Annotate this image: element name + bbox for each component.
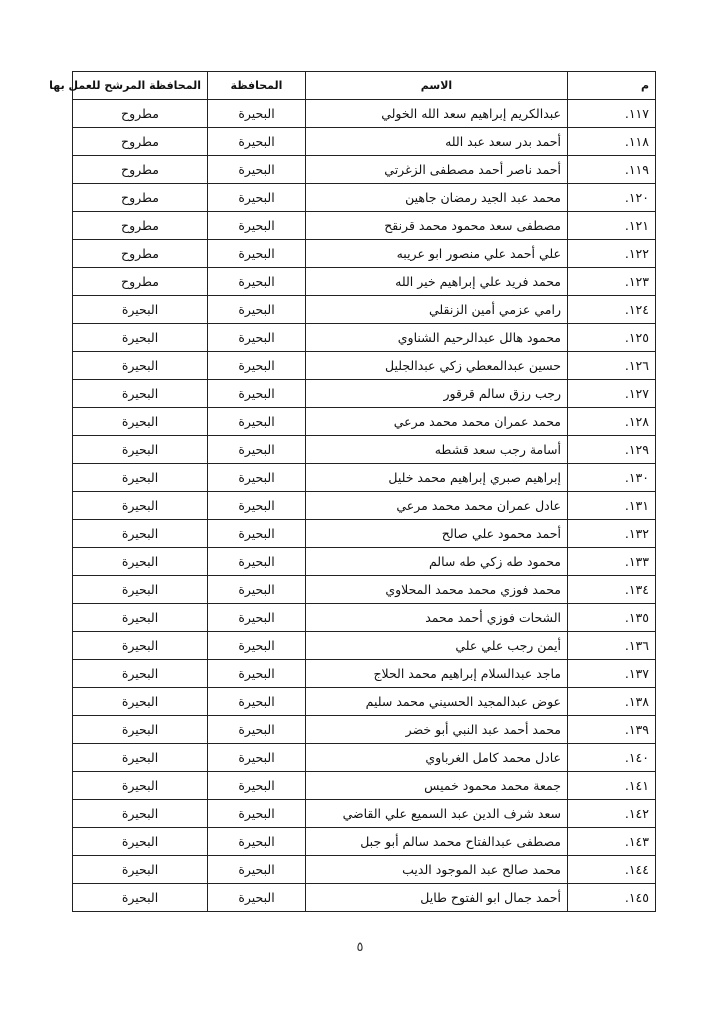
table-row bbox=[73, 688, 656, 716]
row-governorate: البحيرة bbox=[208, 212, 306, 240]
row-name: جمعة محمد محمود خميس bbox=[306, 772, 568, 800]
row-governorate: البحيرة bbox=[208, 128, 306, 156]
row-number: ١٣١. bbox=[568, 492, 656, 520]
row-nominated-governorate: البحيرة bbox=[73, 772, 208, 800]
table-row bbox=[73, 772, 656, 800]
row-governorate: البحيرة bbox=[208, 296, 306, 324]
row-number: ١٤٠. bbox=[568, 744, 656, 772]
row-nominated-governorate: مطروح bbox=[73, 156, 208, 184]
row-name: ماجد عبدالسلام إبراهيم محمد الحلاج bbox=[306, 660, 568, 688]
row-governorate: البحيرة bbox=[208, 716, 306, 744]
row-nominated-governorate: مطروح bbox=[73, 212, 208, 240]
row-number: ١٣٥. bbox=[568, 604, 656, 632]
table-row bbox=[73, 240, 656, 268]
row-governorate: البحيرة bbox=[208, 156, 306, 184]
row-governorate: البحيرة bbox=[208, 436, 306, 464]
row-nominated-governorate: البحيرة bbox=[73, 380, 208, 408]
row-number: ١٢٦. bbox=[568, 352, 656, 380]
table-row bbox=[73, 632, 656, 660]
row-name: أحمد ناصر أحمد مصطفى الزغرتي bbox=[306, 156, 568, 184]
table-row bbox=[73, 800, 656, 828]
row-nominated-governorate: مطروح bbox=[73, 184, 208, 212]
row-nominated-governorate: البحيرة bbox=[73, 632, 208, 660]
row-number: ١١٩. bbox=[568, 156, 656, 184]
row-governorate: البحيرة bbox=[208, 408, 306, 436]
row-nominated-governorate: البحيرة bbox=[73, 548, 208, 576]
row-name: أحمد جمال ابو الفتوح طايل bbox=[306, 884, 568, 912]
table-row bbox=[73, 548, 656, 576]
row-name: محمد فوزي محمد محمد المحلاوي bbox=[306, 576, 568, 604]
row-number: ١٤٥. bbox=[568, 884, 656, 912]
row-name: مصطفى سعد محمود محمد قرنقح bbox=[306, 212, 568, 240]
row-governorate: البحيرة bbox=[208, 100, 306, 128]
row-number: ١٤٤. bbox=[568, 856, 656, 884]
row-nominated-governorate: مطروح bbox=[73, 268, 208, 296]
row-nominated-governorate: البحيرة bbox=[73, 884, 208, 912]
table-row bbox=[73, 128, 656, 156]
header-governorate: المحافظة bbox=[208, 72, 306, 100]
table-row bbox=[73, 520, 656, 548]
table-row bbox=[73, 212, 656, 240]
row-governorate: البحيرة bbox=[208, 352, 306, 380]
table-row bbox=[73, 856, 656, 884]
row-governorate: البحيرة bbox=[208, 520, 306, 548]
row-number: ١٢٢. bbox=[568, 240, 656, 268]
table-row bbox=[73, 436, 656, 464]
row-number: ١٣٩. bbox=[568, 716, 656, 744]
row-number: ١٣٠. bbox=[568, 464, 656, 492]
table-row bbox=[73, 828, 656, 856]
row-number: ١٣٢. bbox=[568, 520, 656, 548]
row-name: سعد شرف الدين عبد السميع علي القاضي bbox=[306, 800, 568, 828]
row-nominated-governorate: البحيرة bbox=[73, 464, 208, 492]
row-name: الشحات فوزي أحمد محمد bbox=[306, 604, 568, 632]
row-governorate: البحيرة bbox=[208, 660, 306, 688]
row-number: ١٢١. bbox=[568, 212, 656, 240]
row-nominated-governorate: البحيرة bbox=[73, 604, 208, 632]
row-governorate: البحيرة bbox=[208, 240, 306, 268]
row-nominated-governorate: البحيرة bbox=[73, 576, 208, 604]
row-number: ١٢٩. bbox=[568, 436, 656, 464]
row-number: ١٢٤. bbox=[568, 296, 656, 324]
row-name: عوض عبدالمجيد الحسيني محمد سليم bbox=[306, 688, 568, 716]
header-nominated-governorate: المحافظة المرشح للعمل بها bbox=[73, 72, 208, 100]
header-name: الاسم bbox=[306, 72, 568, 100]
row-nominated-governorate: البحيرة bbox=[73, 296, 208, 324]
row-name: محمود هالل عبدالرحيم الشناوي bbox=[306, 324, 568, 352]
row-name: عادل محمد كامل الغرباوي bbox=[306, 744, 568, 772]
table-row bbox=[73, 716, 656, 744]
row-name: أيمن رجب علي علي bbox=[306, 632, 568, 660]
row-nominated-governorate: البحيرة bbox=[73, 660, 208, 688]
row-number: ١٣٧. bbox=[568, 660, 656, 688]
row-governorate: البحيرة bbox=[208, 268, 306, 296]
row-nominated-governorate: مطروح bbox=[73, 240, 208, 268]
row-number: ١٢٣. bbox=[568, 268, 656, 296]
header-number: م bbox=[568, 72, 656, 100]
table-row bbox=[73, 100, 656, 128]
row-name: محمد صالح عبد الموجود الديب bbox=[306, 856, 568, 884]
table-row bbox=[73, 324, 656, 352]
row-governorate: البحيرة bbox=[208, 324, 306, 352]
row-name: حسين عبدالمعطي زكي عبدالجليل bbox=[306, 352, 568, 380]
row-governorate: البحيرة bbox=[208, 604, 306, 632]
row-number: ١٢٥. bbox=[568, 324, 656, 352]
row-number: ١٢٧. bbox=[568, 380, 656, 408]
table-row bbox=[73, 492, 656, 520]
row-governorate: البحيرة bbox=[208, 548, 306, 576]
row-number: ١٤٢. bbox=[568, 800, 656, 828]
table-row bbox=[73, 604, 656, 632]
row-nominated-governorate: البحيرة bbox=[73, 744, 208, 772]
table-row bbox=[73, 464, 656, 492]
row-governorate: البحيرة bbox=[208, 576, 306, 604]
row-number: ١٢٨. bbox=[568, 408, 656, 436]
row-name: محمد عبد الجيد رمضان جاهين bbox=[306, 184, 568, 212]
row-number: ١٣٣. bbox=[568, 548, 656, 576]
row-nominated-governorate: البحيرة bbox=[73, 828, 208, 856]
row-nominated-governorate: البحيرة bbox=[73, 800, 208, 828]
row-governorate: البحيرة bbox=[208, 828, 306, 856]
table-row bbox=[73, 660, 656, 688]
row-nominated-governorate: البحيرة bbox=[73, 716, 208, 744]
row-nominated-governorate: البحيرة bbox=[73, 436, 208, 464]
row-nominated-governorate: مطروح bbox=[73, 100, 208, 128]
row-number: ١٤٣. bbox=[568, 828, 656, 856]
page-number: ٥ bbox=[356, 940, 364, 955]
row-nominated-governorate: البحيرة bbox=[73, 352, 208, 380]
row-number: ١٤١. bbox=[568, 772, 656, 800]
row-name: إبراهيم صبري إبراهيم محمد خليل bbox=[306, 464, 568, 492]
row-name: رجب رزق سالم قرقور bbox=[306, 380, 568, 408]
row-name: محمد أحمد عبد النبي أبو خضر bbox=[306, 716, 568, 744]
row-number: ١٢٠. bbox=[568, 184, 656, 212]
table-row bbox=[73, 576, 656, 604]
row-governorate: البحيرة bbox=[208, 744, 306, 772]
row-number: ١٣٦. bbox=[568, 632, 656, 660]
row-number: ١١٨. bbox=[568, 128, 656, 156]
table-row bbox=[73, 408, 656, 436]
row-governorate: البحيرة bbox=[208, 632, 306, 660]
table-row bbox=[73, 296, 656, 324]
row-governorate: البحيرة bbox=[208, 184, 306, 212]
row-governorate: البحيرة bbox=[208, 492, 306, 520]
row-governorate: البحيرة bbox=[208, 772, 306, 800]
table-row bbox=[73, 352, 656, 380]
row-name: علي أحمد علي منصور ابو عريبه bbox=[306, 240, 568, 268]
row-number: ١٣٨. bbox=[568, 688, 656, 716]
row-nominated-governorate: البحيرة bbox=[73, 520, 208, 548]
row-name: رامي عزمي أمين الزنقلي bbox=[306, 296, 568, 324]
row-name: مصطفى عبدالفتاح محمد سالم أبو جبل bbox=[306, 828, 568, 856]
table-row bbox=[73, 744, 656, 772]
row-name: عبدالكريم إبراهيم سعد الله الخولي bbox=[306, 100, 568, 128]
row-nominated-governorate: البحيرة bbox=[73, 408, 208, 436]
table-row bbox=[73, 268, 656, 296]
row-nominated-governorate: البحيرة bbox=[73, 492, 208, 520]
table-row bbox=[73, 156, 656, 184]
row-governorate: البحيرة bbox=[208, 464, 306, 492]
row-number: ١٣٤. bbox=[568, 576, 656, 604]
row-name: أحمد محمود علي صالح bbox=[306, 520, 568, 548]
row-name: عادل عمران محمد محمد مرعي bbox=[306, 492, 568, 520]
row-governorate: البحيرة bbox=[208, 688, 306, 716]
row-name: أسامة رجب سعد قشطه bbox=[306, 436, 568, 464]
row-nominated-governorate: البحيرة bbox=[73, 688, 208, 716]
row-nominated-governorate: مطروح bbox=[73, 128, 208, 156]
row-number: ١١٧. bbox=[568, 100, 656, 128]
row-governorate: البحيرة bbox=[208, 856, 306, 884]
row-name: محمد عمران محمد محمد مرعي bbox=[306, 408, 568, 436]
row-name: محمد فريد علي إبراهيم خير الله bbox=[306, 268, 568, 296]
row-governorate: البحيرة bbox=[208, 800, 306, 828]
table-body bbox=[73, 100, 656, 912]
row-governorate: البحيرة bbox=[208, 884, 306, 912]
row-nominated-governorate: البحيرة bbox=[73, 856, 208, 884]
table-row bbox=[73, 884, 656, 912]
row-governorate: البحيرة bbox=[208, 380, 306, 408]
table-row bbox=[73, 380, 656, 408]
row-name: محمود طه زكي طه سالم bbox=[306, 548, 568, 576]
row-name: أحمد بدر سعد عبد الله bbox=[306, 128, 568, 156]
candidates-table bbox=[49, 71, 656, 912]
table-header bbox=[49, 72, 656, 100]
table-row bbox=[73, 184, 656, 212]
row-nominated-governorate: البحيرة bbox=[73, 324, 208, 352]
header-row bbox=[73, 72, 656, 100]
